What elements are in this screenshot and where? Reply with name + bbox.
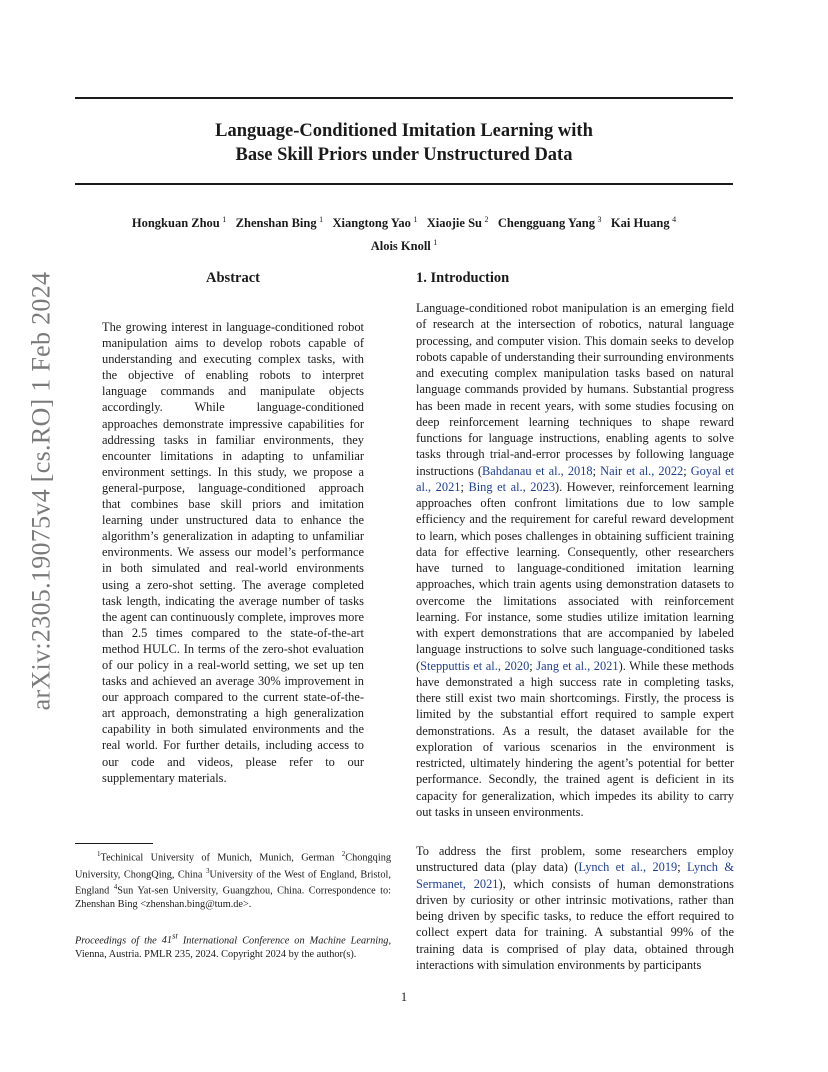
affiliation-text: Techinical University of Munich, Munich, German	[100, 852, 342, 864]
citation-link[interactable]: Lynch et al., 2019	[578, 860, 678, 875]
author-line-2	[75, 233, 733, 256]
author-name: Hongkuan Zhou	[131, 216, 220, 231]
abstract-text: The growing interest in language-conditioned robot manipulation aims to develop robots capable of understanding and executing complex tasks, with the objective of enabling robots to interpret language commands and manipulate objects accordingly. While language-conditioned approaches demonstrate impressive capabilities for addressing tasks in familiar environments, they encounter limitations in adapting to unfamiliar environment settings. In this study, we propose a general-purpose, language-conditioned approach that combines base skill priors and imitation learning under unstructured data to enhance the algorithm’s generalization in adapting to unfamiliar environments. We assess our model’s performance in both simulated and real-world environments using a zero-shot setting. The average completed task length, indicating the average number of tasks the agent can continuously complete, improves more than 2.5 times compared to the state-of-the-art method HULC. In terms of the zero-shot evaluation of our policy in a real-world setting, we set up ten tasks and achieved an average 30% improvement in our approach compared to the current state-of-the-art approach, demonstrating a high generalization capability in both simulated environments and the real world. For further details, including access to our code and videos, please refer to our supplementary materials.	[102, 320, 364, 785]
title-bottom-rule	[75, 183, 733, 185]
proceedings-details: , Vienna, Austria. PMLR 235, 2024. Copyright 2024 by the author(s).	[75, 935, 392, 960]
citation-link[interactable]: Nair et al., 2022	[600, 463, 684, 478]
author-name: Zhenshan Bing	[235, 216, 317, 231]
footnote-marker: 4	[113, 883, 118, 892]
conference-name: International Conference on Machine Learning	[177, 935, 389, 947]
intro-paragraph-2: To address the first problem, some researchers employ unstructured data (play data) (Lynch et al., 2019; Lynch & Sermanet, 2021), which consists of human demonstrations driven by curiosity or other intrinsic motivations, rather than being driven by specific tasks, to reduce the effort required to collect expert data for training. A substantial 99% of the training data is comprised of play data, obtained through interactions with simulation environments by participants	[416, 844, 734, 972]
arxiv-id-text: arXiv:2305.19075v4 [cs.RO] 1 Feb 2024	[26, 271, 55, 711]
affiliation-footnote	[75, 848, 391, 911]
author-affiliation: 1	[222, 215, 227, 224]
author-list	[75, 210, 733, 256]
citation-link[interactable]: Jang et al., 2021	[536, 658, 619, 673]
citation-link[interactable]: Stepputtis et al., 2020	[420, 658, 530, 673]
affiliation-text: University of the West of England, Bristol, England	[75, 868, 391, 897]
author-line-1	[75, 210, 733, 233]
author-name: Xiangtong Yao	[332, 216, 411, 231]
page-number: 1	[400, 990, 408, 1004]
paper-title	[75, 119, 733, 167]
footnote-marker: 1	[97, 850, 101, 858]
proceedings-notice	[75, 930, 391, 961]
author-affiliation: 2	[484, 215, 489, 224]
author-name: Alois Knoll	[370, 239, 431, 254]
citation-link[interactable]: Bahdanau et al., 2018	[482, 463, 593, 478]
conference-ordinal: 41st	[161, 931, 178, 947]
affiliation-text: Chongqing University, ChongQing, China	[75, 852, 391, 880]
author-name: Chengguang Yang	[497, 216, 596, 231]
arxiv-identifier-stamp	[18, 271, 64, 711]
author-affiliation: 3	[597, 215, 602, 224]
author-name: Xiaojie Su	[426, 216, 482, 231]
author-affiliation: 1	[433, 238, 438, 248]
title-line-1: Language-Conditioned Imitation Learning with	[215, 121, 593, 141]
footnote-rule	[75, 843, 153, 844]
title-top-rule	[75, 97, 733, 99]
author-affiliation: 1	[413, 215, 418, 224]
author-name: Kai Huang	[610, 216, 670, 231]
proceedings-prefix: Proceedings of the	[75, 935, 162, 947]
footnote-marker: 3	[205, 866, 210, 875]
introduction-heading: 1. Introduction	[416, 270, 510, 286]
author-affiliation: 1	[319, 215, 324, 224]
title-line-2: Base Skill Priors under Unstructured Data	[235, 145, 573, 165]
footnote-marker: 2	[341, 850, 346, 858]
abstract-heading: Abstract	[206, 270, 260, 286]
citation-link[interactable]: Bing et al., 2023	[468, 479, 556, 494]
intro-paragraph-1: Language-conditioned robot manipulation is an emerging field of research at the intersection of robotics, natural language processing, and computer vision. This domain seeks to develop robots capable of understanding their surrounding environments and executing complex manipulation tasks based on natural language commands provided by humans. Substantial progress has been made in recent years, with some studies focusing on deep reinforcement learning techniques to shape reward functions for language instructions, enabling agents to solve tasks through trial-and-error processes by following language instructions (Bahdanau et al., 2018; Nair et al., 2022; Goyal et al., 2021; Bing et al., 2023). However, reinforcement learning approaches often confront limitations due to low sample efficiency and the requirement for careful reward development to learn, which poses challenges in obtaining sufficient training data for effective learning. Consequently, other researchers have turned to language-conditioned imitation learning approaches, which train agents using demonstration datasets to overcome the limitations associated with reinforcement learning. For instance, some studies utilize imitation learning with expert demonstrations that are accompanied by labeled language instructions to solve such language-conditioned tasks (Stepputtis et al., 2020; Jang et al., 2021). While these methods have demonstrated a high success rate in completing tasks, there still exist two main shortcomings. Firstly, the process is limited by the substantial effort required to sample expert demonstrations. As a result, the dataset available for the exploration of various scenarios in the environment is restricted, ultimately hindering the agent’s potential for better performance. Secondly, the trained agent is deficient in its capacity for generalization, which impedes its ability to carry out tasks in unseen environments.	[416, 301, 735, 819]
author-affiliation: 4	[672, 215, 677, 224]
citation-link[interactable]: Lynch & Sermanet, 2021	[416, 860, 734, 891]
citation-link[interactable]: Goyal et al., 2021	[416, 463, 735, 494]
affiliation-text: Sun Yat-sen University, Guangzhou, China. Correspondence to: Zhenshan Bing <zhenshan.bing@tum.de>.	[75, 885, 391, 910]
